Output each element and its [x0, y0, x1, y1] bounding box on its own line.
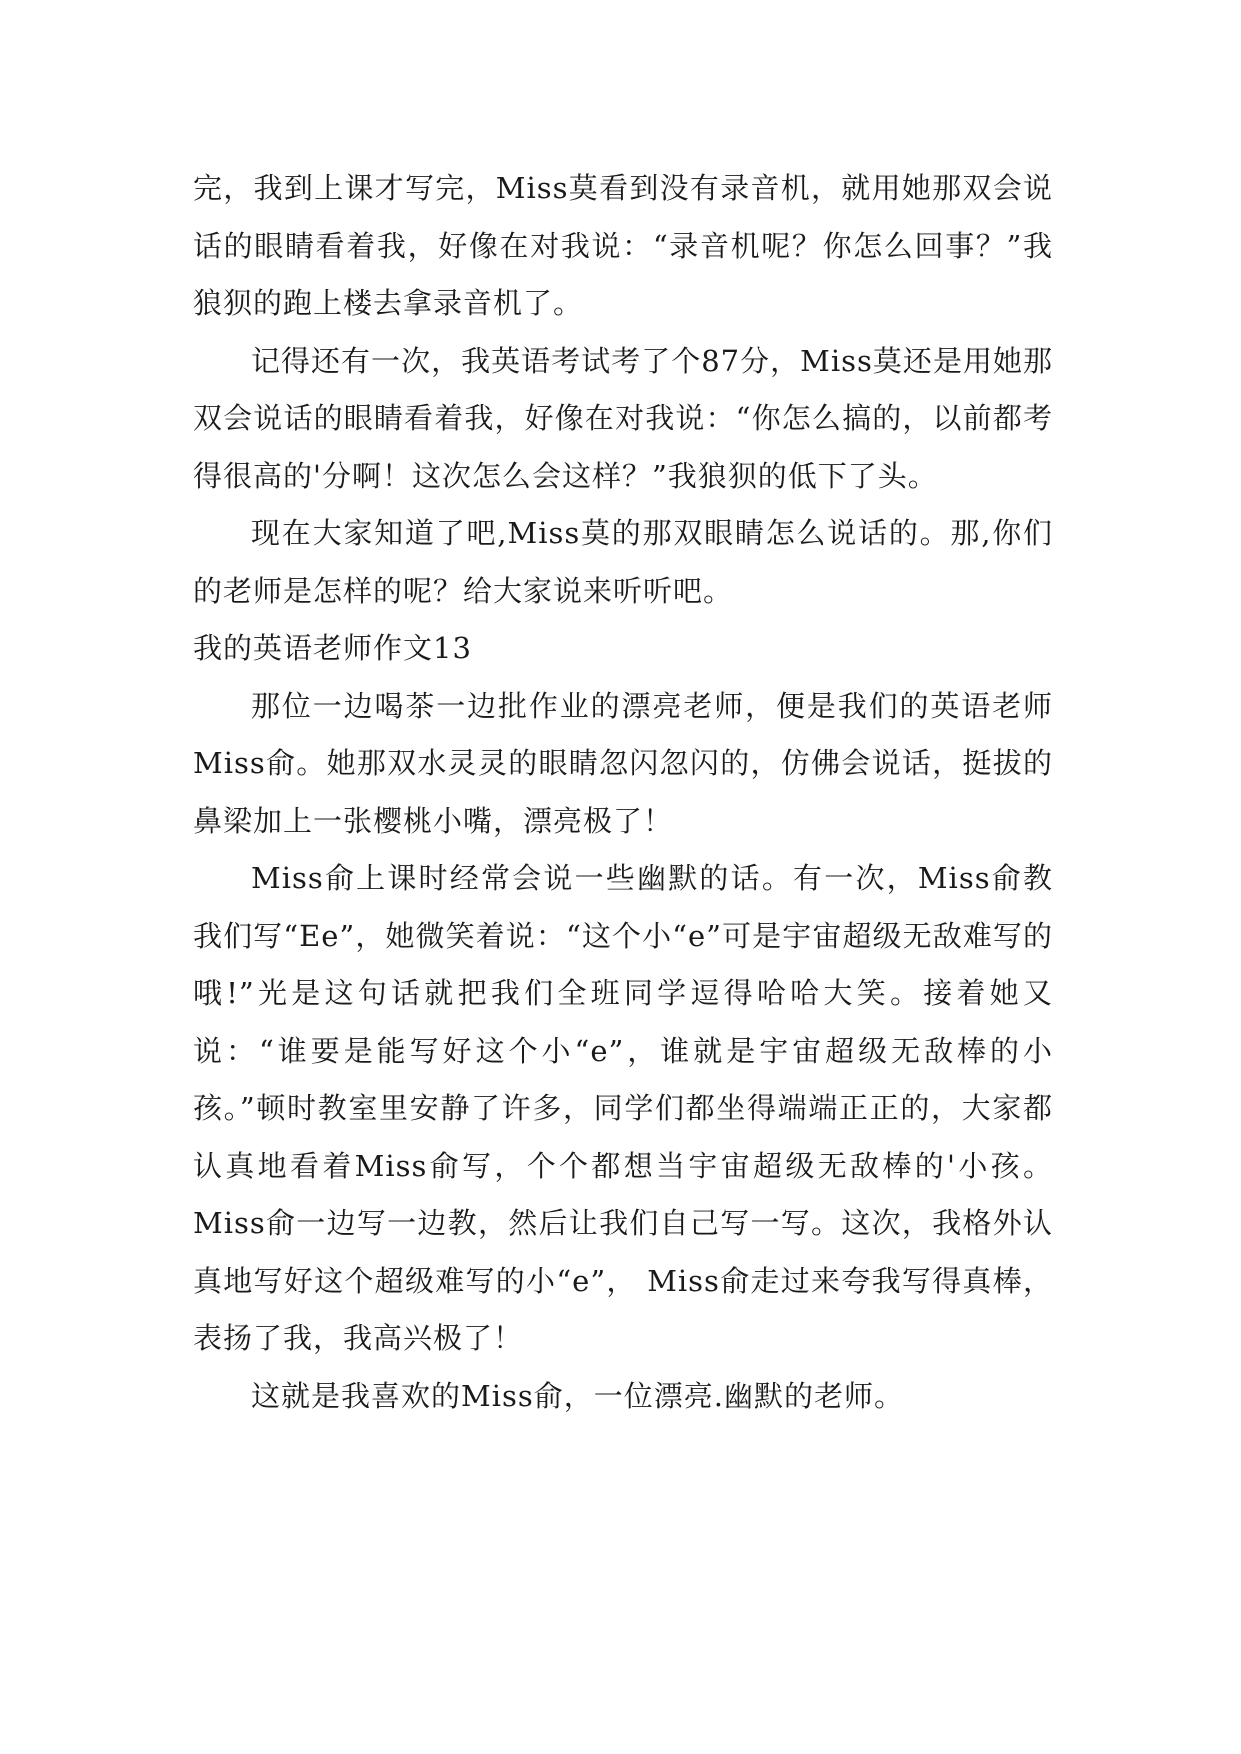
paragraph-3: 现在大家知道了吧,Miss莫的那双眼睛怎么说话的。那,你们的老师是怎样的呢？给大家说来听听吧。	[193, 516, 1053, 608]
paragraph-5: Miss俞上课时经常会说一些幽默的话。有一次，Miss俞教我们写“Ee”，她微笑着说：“这个小“e”可是宇宙超级无敌难写的哦!”光是这句话就把我们全班同学逗得哈哈大笑。接着她又说：“谁要是能写好这个小“e”，谁就是宇宙超级无敌棒的小孩。”顿时教室里安静了许多，同学们都坐得端端正正的，大家都认真地看着Miss俞写，个个都想当宇宙超级无敌棒的'小孩。Miss俞一边写一边教，然后让我们自己写一写。这次，我格外认真地写好这个超级难写的小“e”， Miss俞走过来夸我写得真棒，表扬了我，我高兴极了！	[193, 861, 1053, 1355]
document-body	[193, 160, 1053, 1425]
paragraph-4: 那位一边喝茶一边批作业的漂亮老师，便是我们的英语老师Miss俞。她那双水灵灵的眼睛忽闪忽闪的，仿佛会说话，挺拔的鼻梁加上一张樱桃小嘴，漂亮极了！	[193, 688, 1053, 838]
paragraph-1: 完，我到上课才写完，Miss莫看到没有录音机，就用她那双会说话的眼睛看着我，好像在对我说：“录音机呢？你怎么回事？”我狼狈的跑上楼去拿录音机了。	[193, 171, 1053, 320]
paragraph-2: 记得还有一次，我英语考试考了个87分，Miss莫还是用她那双会说话的眼睛看着我，好像在对我说：“你怎么搞的，以前都考得很高的'分啊！这次怎么会这样？”我狼狈的低下了头。	[193, 343, 1053, 493]
section-heading: 我的英语老师作文13	[193, 631, 472, 665]
paragraph-6: 这就是我喜欢的Miss俞，一位漂亮.幽默的老师。	[251, 1378, 904, 1413]
